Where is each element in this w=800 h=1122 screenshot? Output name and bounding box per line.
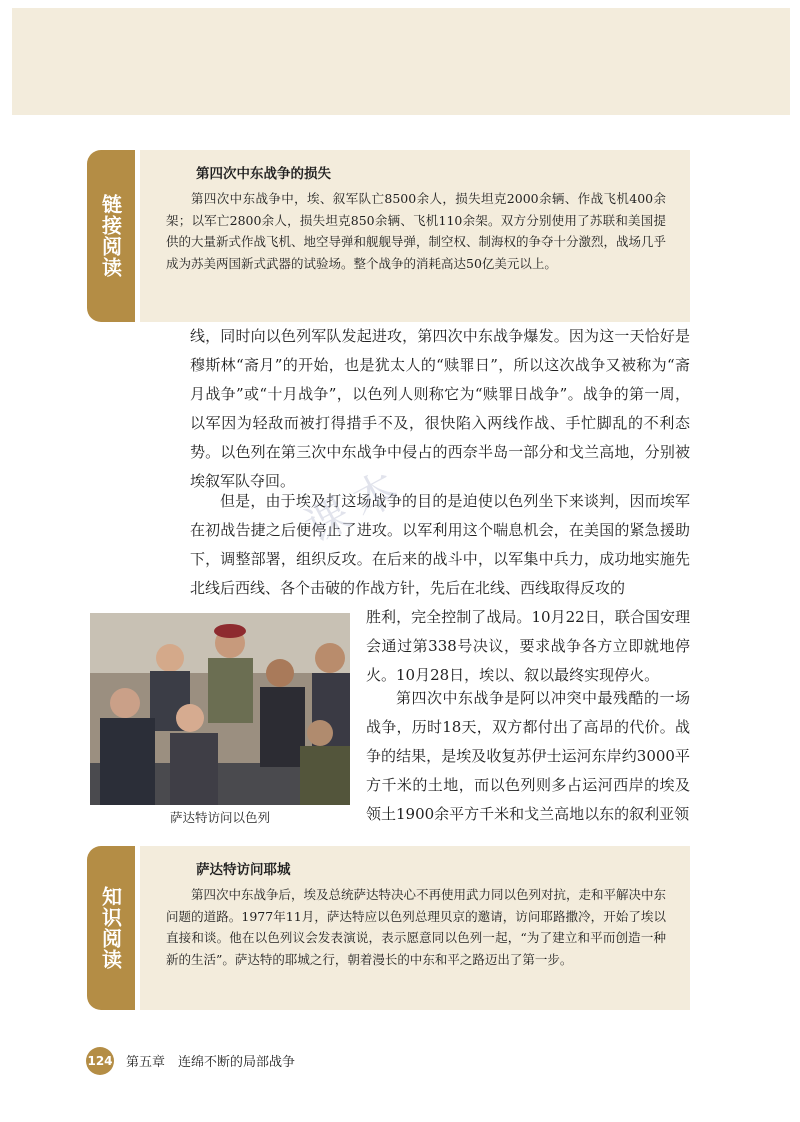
- link-reading-tab: [87, 150, 135, 322]
- link-reading-box: [140, 150, 690, 322]
- photo-caption: 萨达特访问以色列: [169, 810, 270, 825]
- top-banner: [12, 8, 790, 115]
- main-paragraph-2-top: 但是，由于埃及打这场战争的目的是迫使以色列坐下来谈判，因而埃军在初战告捷之后便停止了进攻。以军利用这个喘息机会，在美国的紧急援助下，调整部署，组织反攻。在后来的战斗中，以军集中兵力，成功地实施先北线后西线、各个击破的作战方针，先后在北线、西线取得反攻的: [190, 492, 690, 597]
- main-paragraph-1: 线，同时向以色列军队发起进攻，第四次中东战争爆发。因为这一天恰好是穆斯林“斋月”的开始，也是犹太人的“赎罪日”，所以这次战争又被称为“斋月战争”或“十月战争”，以色列人则称它为“赎罪日战争”。战争的第一周，以军因为轻敌而被打得措手不及，很快陷入两线作战、手忙脚乱的不利态势。以色列在第三次中东战争中侵占的西奈半岛一部分和戈兰高地，分别被埃叙军队夺回。: [190, 327, 690, 490]
- knowledge-box-title: 萨达特访问耶城: [196, 862, 291, 878]
- knowledge-reading-box: [140, 846, 690, 1010]
- sadat-visit-photo: [90, 613, 350, 805]
- knowledge-reading-label: 知识阅读: [98, 886, 123, 970]
- chapter-title: 第五章 连绵不断的局部战争: [126, 1055, 296, 1070]
- watermark: 课本: [296, 458, 416, 554]
- link-box-title: 第四次中东战争的损失: [196, 166, 331, 182]
- link-box-body: 第四次中东战争中，埃、叙军队亡8500余人，损失坦克2000余辆、作战飞机400余架；以军亡2800余人，损失坦克850余辆、飞机110余架。双方分别使用了苏联和美国提供的大量新式作战飞机、地空导弹和舰舰导弹，制空权、制海权的争夺十分激烈，战场几乎成为苏美两国新式武器的试验场。整个战争的消耗高达50亿美元以上。: [166, 191, 667, 271]
- link-reading-label: 链接阅读: [98, 194, 123, 278]
- main-paragraph-3: 第四次中东战争是阿以冲突中最残酷的一场战争，历时18天，双方都付出了高昂的代价。战争的结果，是埃及收复苏伊士运河东岸约3000平方千米的土地，而以色列则多占运河西岸的埃及领土1900余平方千米和戈兰高地以东的叙利亚领: [366, 689, 690, 823]
- page-number: 124: [86, 1047, 114, 1075]
- knowledge-reading-tab: [87, 846, 135, 1010]
- main-paragraph-2-rest: 胜利，完全控制了战局。10月22日，联合国安理会通过第338号决议，要求战争各方立即就地停火。10月28日，埃以、叙以最终实现停火。: [366, 608, 690, 684]
- knowledge-box-body: 第四次中东战争后，埃及总统萨达特决心不再使用武力同以色列对抗，走和平解决中东问题的道路。1977年11月，萨达特应以色列总理贝京的邀请，访问耶路撒冷，开始了埃以直接和谈。他在以色列议会发表演说，表示愿意同以色列一起，“为了建立和平而创造一种新的生活”。萨达特的耶城之行，朝着漫长的中东和平之路迈出了第一步。: [166, 887, 667, 967]
